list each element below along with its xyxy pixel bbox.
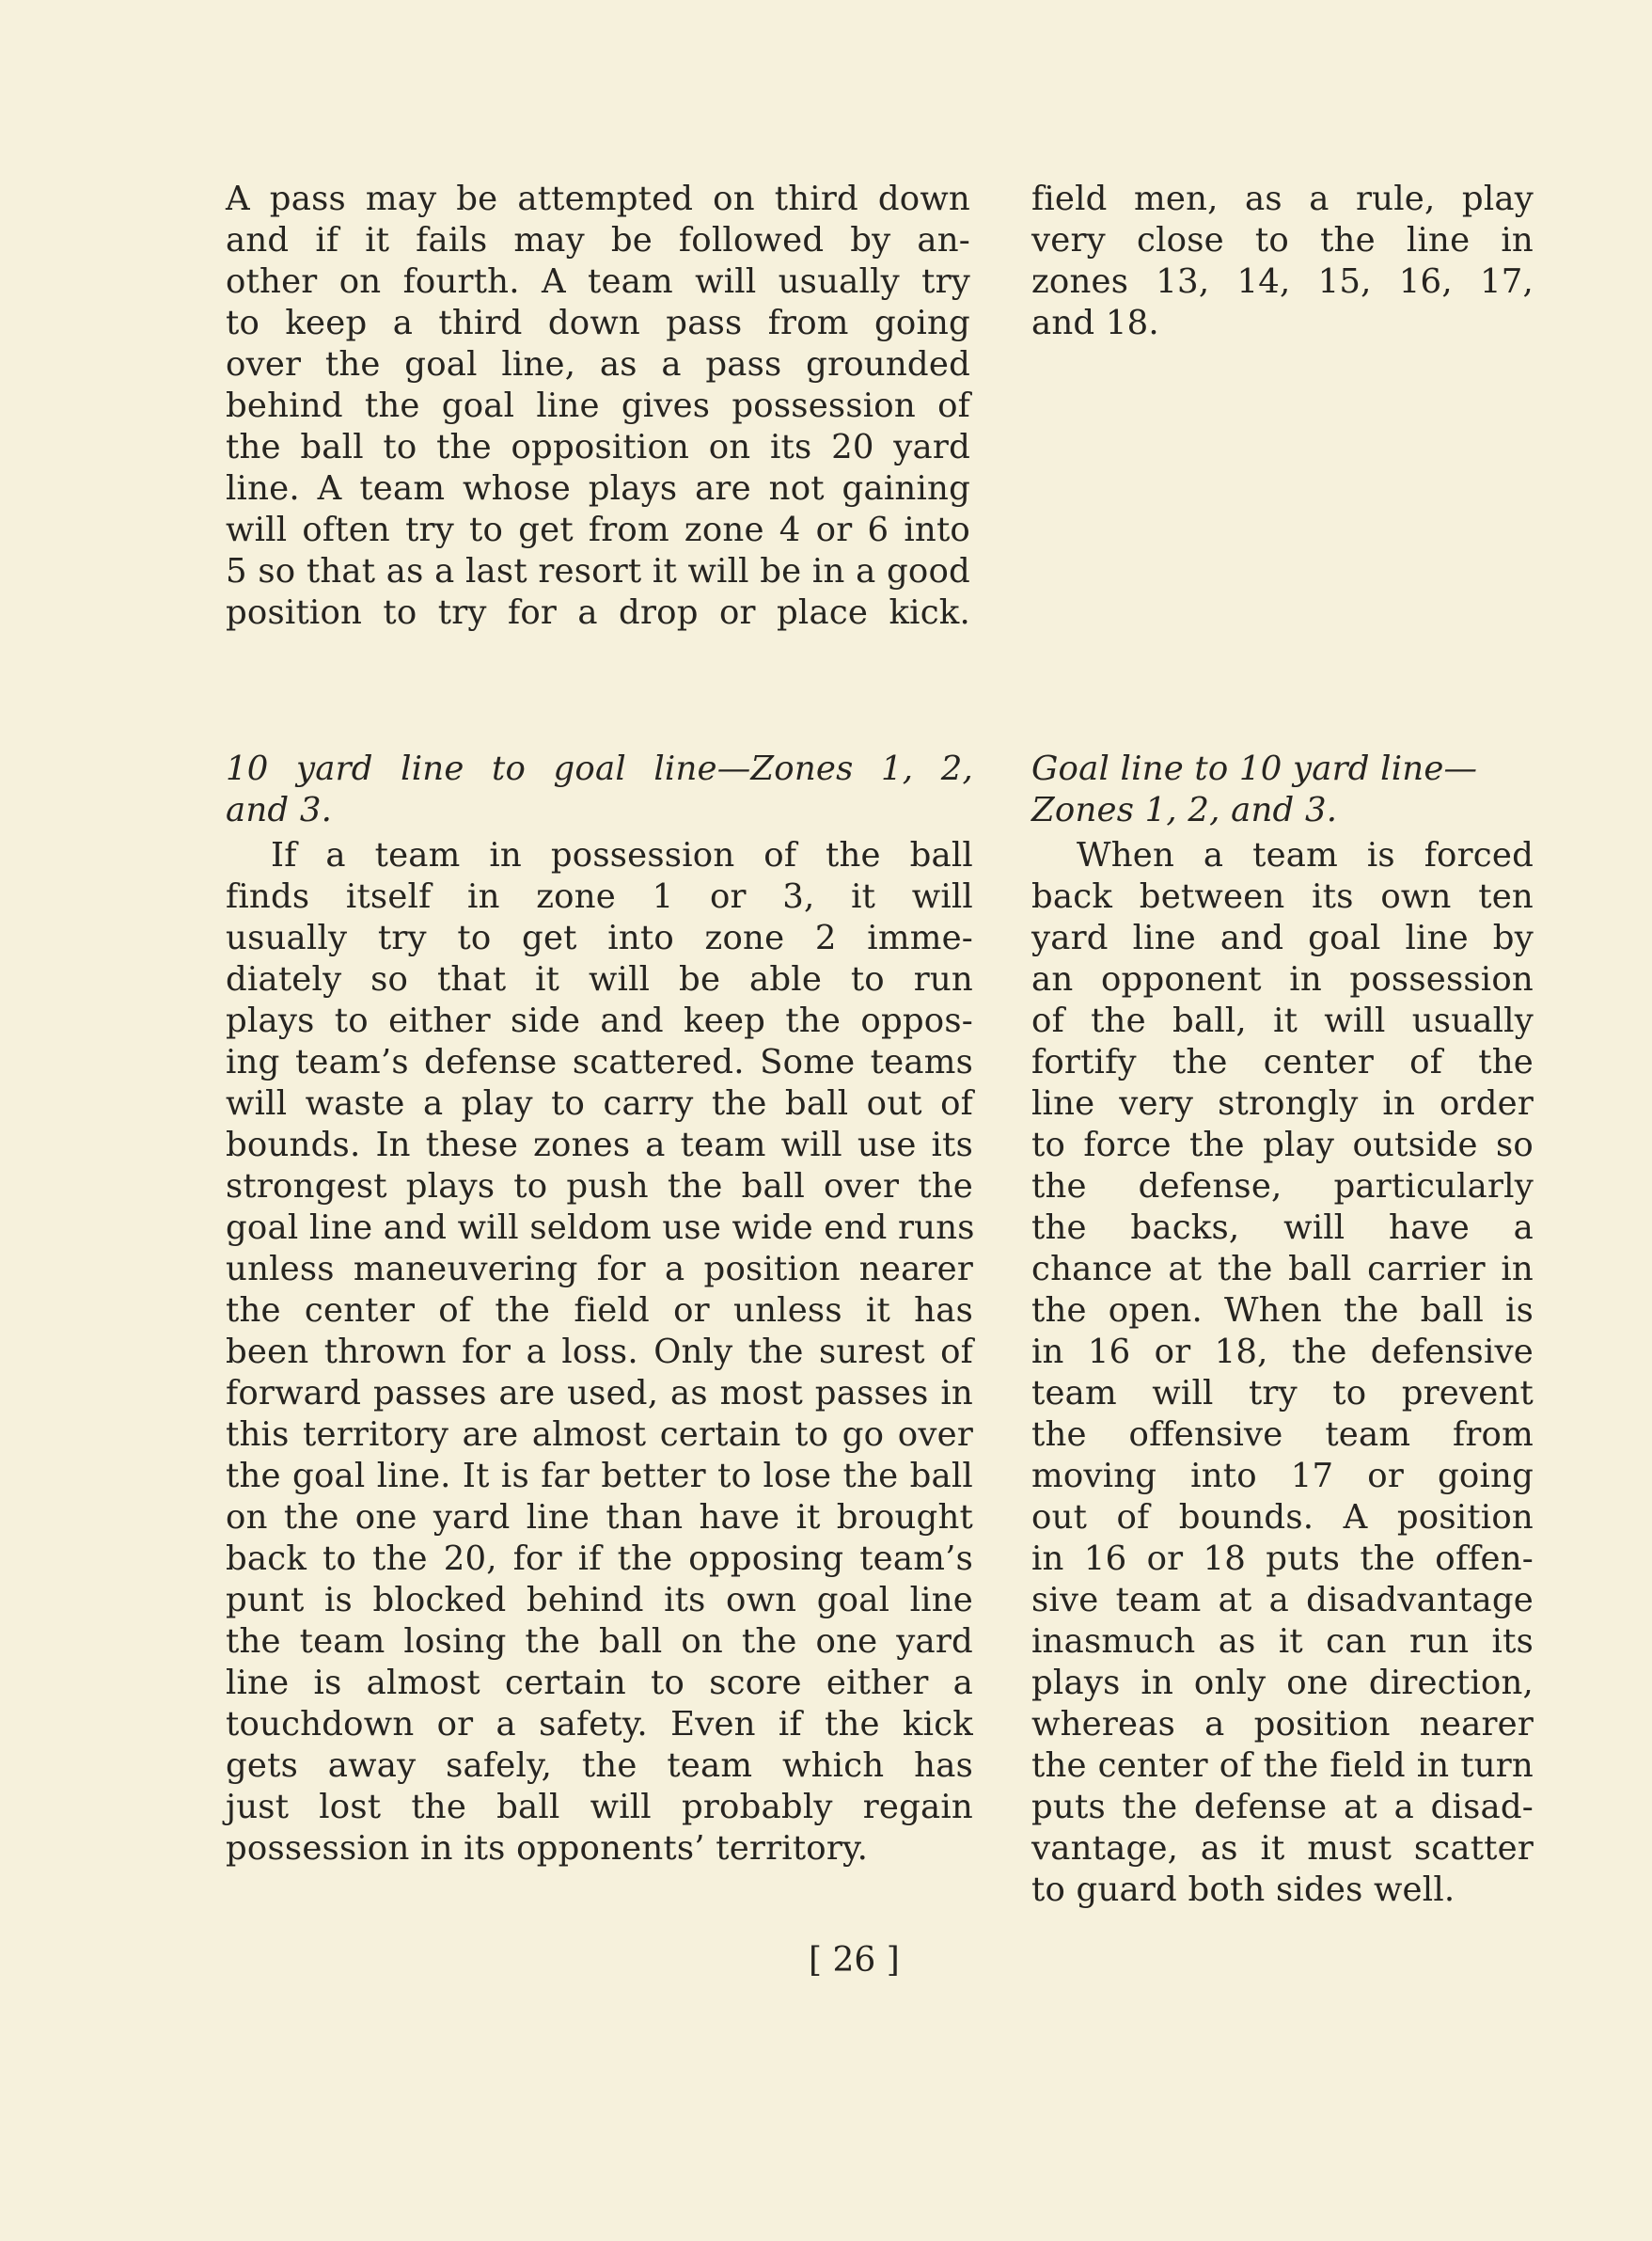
text-line: on the one yard line than have it brought <box>226 1498 973 1537</box>
text-line: the center of the field in turn <box>1031 1746 1534 1785</box>
text-line: chance at the ball carrier in <box>1031 1250 1534 1288</box>
text-line: the defense, particularly <box>1031 1167 1534 1206</box>
text-line: the goal line. It is far better to lose the ball <box>226 1457 973 1495</box>
text-line: whereas a position nearer <box>1031 1705 1534 1744</box>
text-line: finds itself in zone 1 or 3, it will <box>226 877 973 916</box>
section-heading-line: 10 yard line to goal line—Zones 1, 2, <box>226 750 973 788</box>
text-line: the backs, will have a <box>1031 1208 1534 1247</box>
text-line: to keep a third down pass from going <box>226 304 970 342</box>
text-line: position to try for a drop or place kick. <box>226 593 970 632</box>
text-line: plays to either side and keep the oppos- <box>226 1002 973 1040</box>
text-line: field men, as a rule, play <box>1031 180 1534 218</box>
text-line: goal line and will seldom use wide end runs <box>226 1208 975 1247</box>
text-line: the center of the field or unless it has <box>226 1291 973 1330</box>
text-line: this territory are almost certain to go over <box>226 1415 973 1454</box>
text-line: will often try to get from zone 4 or 6 into <box>226 511 970 549</box>
text-line: vantage, as it must scatter <box>1031 1829 1534 1868</box>
text-line: to guard both sides well. <box>1031 1870 1455 1909</box>
text-line: fortify the center of the <box>1031 1043 1534 1081</box>
text-line: diately so that it will be able to run <box>226 960 973 999</box>
text-line: gets away safely, the team which has <box>226 1746 973 1785</box>
text-line: behind the goal line gives possession of <box>226 387 970 425</box>
section-heading-line: Goal line to 10 yard line— <box>1031 750 1478 788</box>
text-line: been thrown for a loss. Only the surest of <box>226 1333 973 1371</box>
top-left-paragraph <box>226 179 970 634</box>
text-line: A pass may be attempted on third down <box>226 180 970 218</box>
text-line: an opponent in possession <box>1031 960 1534 999</box>
text-line: zones 13, 14, 15, 16, 17, <box>1031 262 1534 301</box>
text-line: inasmuch as it can run its <box>1031 1622 1534 1661</box>
text-line: line very strongly in order <box>1031 1084 1534 1123</box>
text-line: sive team at a disadvantage <box>1031 1581 1534 1619</box>
section-ten-yard-to-goal <box>226 749 973 1870</box>
text-line: unless maneuvering for a position nearer <box>226 1250 973 1288</box>
text-line: back between its own ten <box>1031 877 1534 916</box>
text-line: ing team’s defense scattered. Some teams <box>226 1043 973 1081</box>
text-line: bounds. In these zones a team will use its <box>226 1126 973 1164</box>
text-line: plays in only one direction, <box>1031 1664 1534 1702</box>
text-line: the team losing the ball on the one yard <box>226 1622 973 1661</box>
text-line: usually try to get into zone 2 imme- <box>226 919 973 957</box>
text-line: out of bounds. A position <box>1031 1498 1534 1537</box>
text-line: and if it fails may be followed by an- <box>226 221 970 260</box>
text-line: will waste a play to carry the ball out of <box>226 1084 973 1123</box>
text-line: and 18. <box>1031 304 1159 342</box>
text-line: line is almost certain to score either a <box>226 1664 973 1702</box>
text-line: to force the play outside so <box>1031 1126 1534 1164</box>
text-line: very close to the line in <box>1031 221 1534 260</box>
text-line: moving into 17 or going <box>1031 1457 1534 1495</box>
section-heading-line: and 3. <box>226 791 333 829</box>
text-line: just lost the ball will probably regain <box>226 1788 973 1826</box>
section-goal-to-ten-yard <box>1031 749 1534 1911</box>
text-line: When a team is forced <box>1077 836 1534 875</box>
section-heading-line: Zones 1, 2, and 3. <box>1031 791 1338 829</box>
text-line: in 16 or 18 puts the offen- <box>1031 1539 1534 1578</box>
text-line: in 16 or 18, the defensive <box>1031 1333 1534 1371</box>
text-line: If a team in possession of the ball <box>271 836 973 875</box>
text-line: puts the defense at a disad- <box>1031 1788 1534 1826</box>
text-line: 5 so that as a last resort it will be in a good <box>226 552 970 591</box>
text-line: the offensive team from <box>1031 1415 1534 1454</box>
text-line: other on fourth. A team will usually try <box>226 262 970 301</box>
text-line: the open. When the ball is <box>1031 1291 1534 1330</box>
text-line: yard line and goal line by <box>1031 919 1534 957</box>
text-line: line. A team whose plays are not gaining <box>226 469 970 508</box>
text-line: over the goal line, as a pass grounded <box>226 345 970 384</box>
text-line: back to the 20, for if the opposing team’s <box>226 1539 973 1578</box>
text-line: the ball to the opposition on its 20 yard <box>226 428 970 466</box>
text-line: punt is blocked behind its own goal line <box>226 1581 973 1619</box>
text-line: team will try to prevent <box>1031 1374 1534 1412</box>
text-line: of the ball, it will usually <box>1031 1002 1534 1040</box>
page-number: [ 26 ] <box>809 1941 900 1980</box>
text-line: touchdown or a safety. Even if the kick <box>226 1705 973 1744</box>
text-line: forward passes are used, as most passes in <box>226 1374 973 1412</box>
text-line: strongest plays to push the ball over the <box>226 1167 973 1206</box>
text-line: possession in its opponents’ territory. <box>226 1829 869 1868</box>
top-right-paragraph <box>1031 179 1534 344</box>
